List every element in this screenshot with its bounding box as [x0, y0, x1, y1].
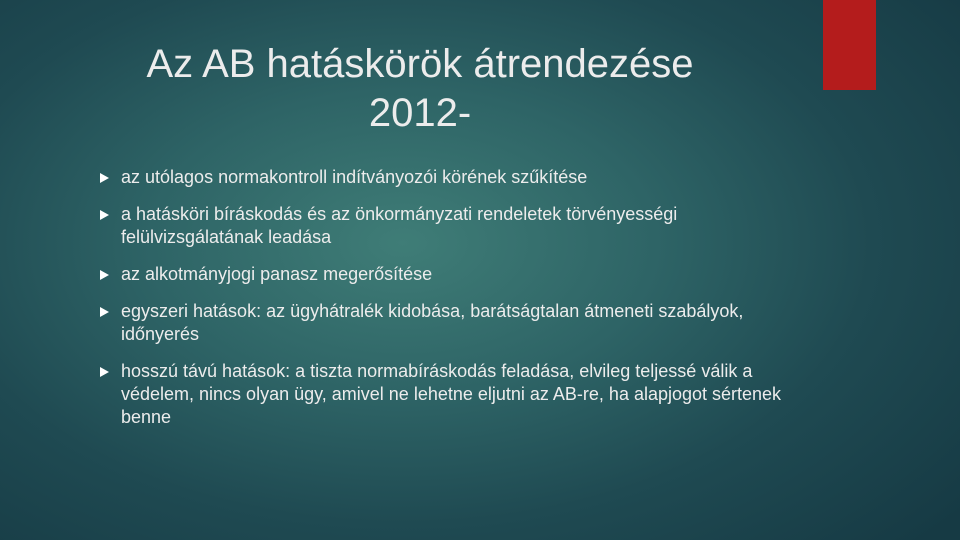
triangle-right-icon [100, 367, 109, 377]
bullet-text: az utólagos normakontroll indítványozói körének szűkítése [121, 167, 588, 187]
title-line-2: 2012- [368, 91, 472, 135]
bullet-text: az alkotmányjogi panasz megerősítése [121, 264, 433, 284]
triangle-right-icon [100, 210, 109, 220]
triangle-right-icon [100, 270, 109, 280]
bullet-item [100, 263, 790, 286]
bullet-text: a hatásköri bíráskodás és az önkormányzati rendeletek törvényességi felülvizsgálatának leadása [121, 204, 678, 247]
bullet-item [100, 300, 790, 346]
bullet-text: hosszú távú hatások: a tiszta normabíráskodás feladása, elvileg teljessé válik a védelem, nincs olyan ügy, amivel ne lehetne eljutni az AB-re, ha alapjogot sértenek benne [121, 361, 782, 427]
bullet-text: egyszeri hatások: az ügyhátralék kidobása, barátságtalan átmeneti szabályok, időnyerés [121, 301, 744, 344]
bullet-item [100, 166, 790, 189]
slide-title [100, 40, 740, 138]
bullet-item [100, 203, 790, 249]
accent-bar [823, 0, 876, 90]
title-line-1: Az AB hatáskörök átrendezése [146, 42, 694, 86]
triangle-right-icon [100, 307, 109, 317]
triangle-right-icon [100, 173, 109, 183]
bullet-list [100, 166, 790, 443]
bullet-item [100, 360, 790, 429]
